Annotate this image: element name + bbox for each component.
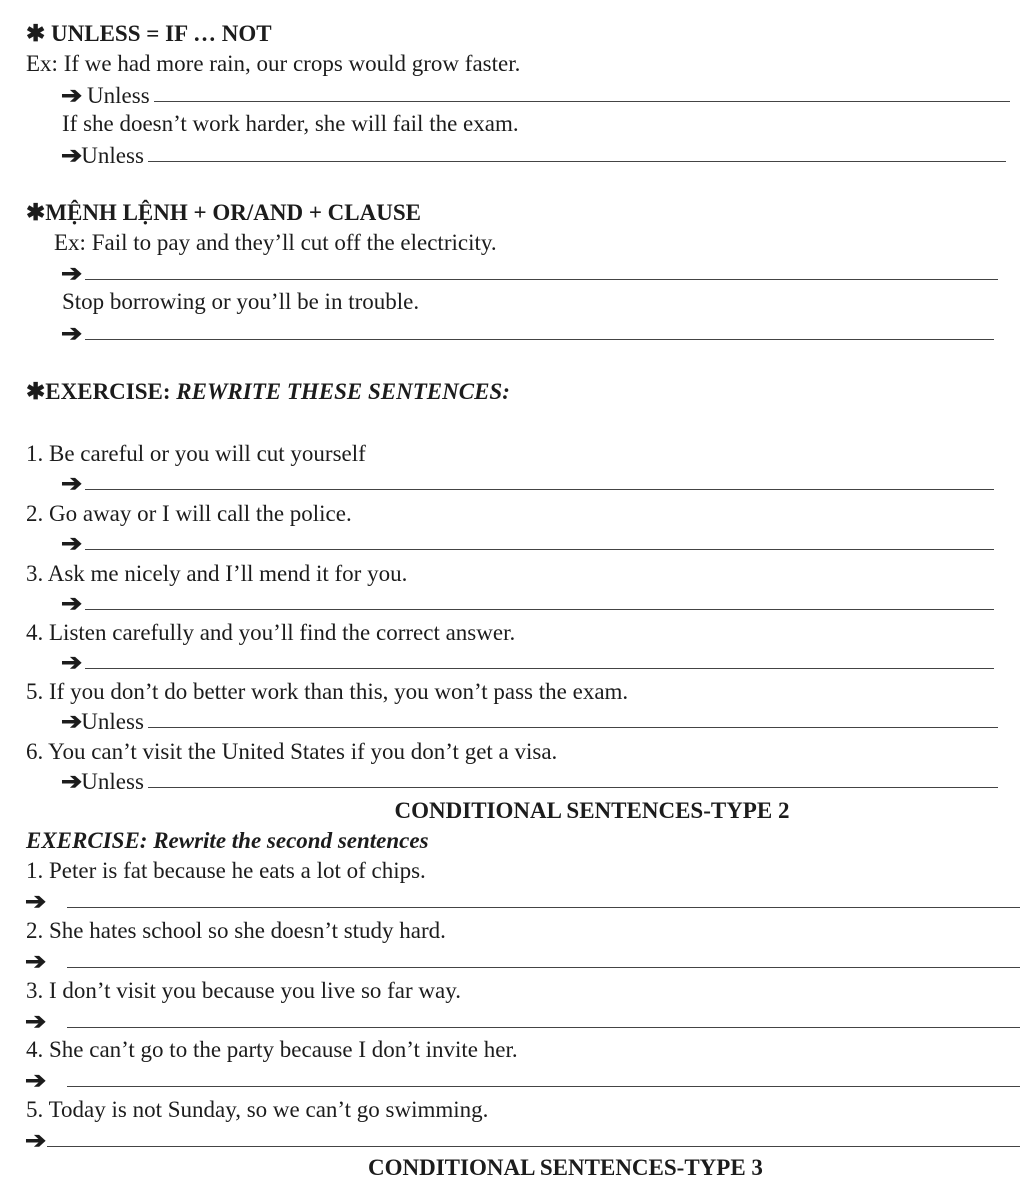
- answer-line[interactable]: [62, 647, 994, 675]
- answer-label: Unless: [87, 83, 150, 108]
- answer-blank[interactable]: [148, 787, 998, 788]
- arrow-right-icon: ➔: [25, 949, 47, 974]
- arrow-right-icon: ➔: [61, 143, 83, 168]
- arrow-right-icon: ➔: [61, 650, 83, 675]
- answer-line[interactable]: [26, 1065, 1020, 1093]
- imperative-example: Ex: Fail to pay and they’ll cut off the electricity.: [54, 230, 497, 255]
- exercise-item: 5. If you don’t do better work than this, you won’t pass the exam.: [26, 679, 629, 704]
- arrow-right-icon: ➔: [61, 591, 83, 616]
- answer-line[interactable]: [62, 258, 998, 286]
- imperative-sentence: Stop borrowing or you’ll be in trouble.: [62, 289, 420, 314]
- exercise-heading-italic: REWRITE THESE SENTENCES:: [176, 379, 510, 404]
- arrow-right-icon: ➔: [61, 83, 83, 108]
- answer-blank[interactable]: [148, 727, 998, 728]
- answer-blank[interactable]: [85, 609, 994, 610]
- answer-line[interactable]: [62, 318, 994, 346]
- answer-blank[interactable]: [85, 489, 994, 490]
- type2-item: 3. I don’t visit you because you live so far way.: [26, 978, 461, 1003]
- type2-item: 4. She can’t go to the party because I don’t invite her.: [26, 1037, 518, 1062]
- answer-blank[interactable]: [67, 907, 1020, 908]
- arrow-right-icon: ➔: [61, 261, 83, 286]
- answer-blank[interactable]: [67, 1027, 1020, 1028]
- answer-blank[interactable]: [154, 101, 1010, 102]
- answer-blank[interactable]: [85, 668, 994, 669]
- unless-example: Ex: If we had more rain, our crops would grow faster.: [26, 51, 521, 76]
- exercise-item: 4. Listen carefully and you’ll find the correct answer.: [26, 620, 516, 645]
- imperative-heading: ✱MỆNH LỆNH + OR/AND + CLAUSE: [26, 200, 421, 225]
- answer-blank[interactable]: [85, 549, 994, 550]
- arrow-right-icon: ➔: [25, 889, 47, 914]
- type2-title: CONDITIONAL SENTENCES-TYPE 2: [394, 798, 790, 823]
- answer-blank[interactable]: [47, 1146, 1020, 1147]
- answer-line[interactable]: [26, 1006, 1020, 1034]
- exercise-item: 3. Ask me nicely and I’ll mend it for you.: [26, 561, 408, 586]
- answer-line[interactable]: [62, 140, 1006, 168]
- arrow-right-icon: ➔: [25, 1128, 47, 1153]
- answer-line[interactable]: [62, 766, 998, 794]
- type2-item: 1. Peter is fat because he eats a lot of chips.: [26, 858, 426, 883]
- answer-line[interactable]: [62, 80, 1010, 108]
- arrow-right-icon: ➔: [25, 1009, 47, 1034]
- unless-heading: ✱ UNLESS = IF … NOT: [26, 21, 272, 46]
- answer-label: Unless: [81, 143, 144, 168]
- exercise-heading: [26, 378, 510, 406]
- answer-line[interactable]: [62, 468, 994, 496]
- type3-title: CONDITIONAL SENTENCES-TYPE 3: [368, 1155, 763, 1180]
- answer-line[interactable]: [26, 1125, 1020, 1153]
- unless-sentence: If she doesn’t work harder, she will fail the exam.: [62, 111, 519, 136]
- type2-exercise-heading: EXERCISE: Rewrite the second sentences: [26, 828, 429, 853]
- arrow-right-icon: ➔: [61, 471, 83, 496]
- answer-line[interactable]: [62, 588, 994, 616]
- arrow-right-icon: ➔: [61, 531, 83, 556]
- answer-blank[interactable]: [85, 279, 998, 280]
- answer-blank[interactable]: [67, 967, 1020, 968]
- exercise-item: 6. You can’t visit the United States if you don’t get a visa.: [26, 739, 558, 764]
- arrow-right-icon: ➔: [61, 709, 83, 734]
- answer-line[interactable]: [26, 886, 1020, 914]
- exercise-item: 2. Go away or I will call the police.: [26, 501, 352, 526]
- answer-label: Unless: [81, 769, 144, 794]
- answer-line[interactable]: [62, 528, 994, 556]
- answer-blank[interactable]: [67, 1086, 1020, 1087]
- arrow-right-icon: ➔: [61, 321, 83, 346]
- type2-item: 2. She hates school so she doesn’t study hard.: [26, 918, 446, 943]
- answer-blank[interactable]: [148, 161, 1006, 162]
- exercise-heading-prefix: ✱EXERCISE:: [26, 379, 177, 404]
- answer-label: Unless: [81, 709, 144, 734]
- exercise-item: 1. Be careful or you will cut yourself: [26, 441, 366, 466]
- type2-item: 5. Today is not Sunday, so we can’t go swimming.: [26, 1097, 489, 1122]
- answer-line[interactable]: [26, 946, 1020, 974]
- arrow-right-icon: ➔: [25, 1068, 47, 1093]
- answer-blank[interactable]: [85, 339, 994, 340]
- arrow-right-icon: ➔: [61, 769, 83, 794]
- answer-line[interactable]: [62, 706, 998, 734]
